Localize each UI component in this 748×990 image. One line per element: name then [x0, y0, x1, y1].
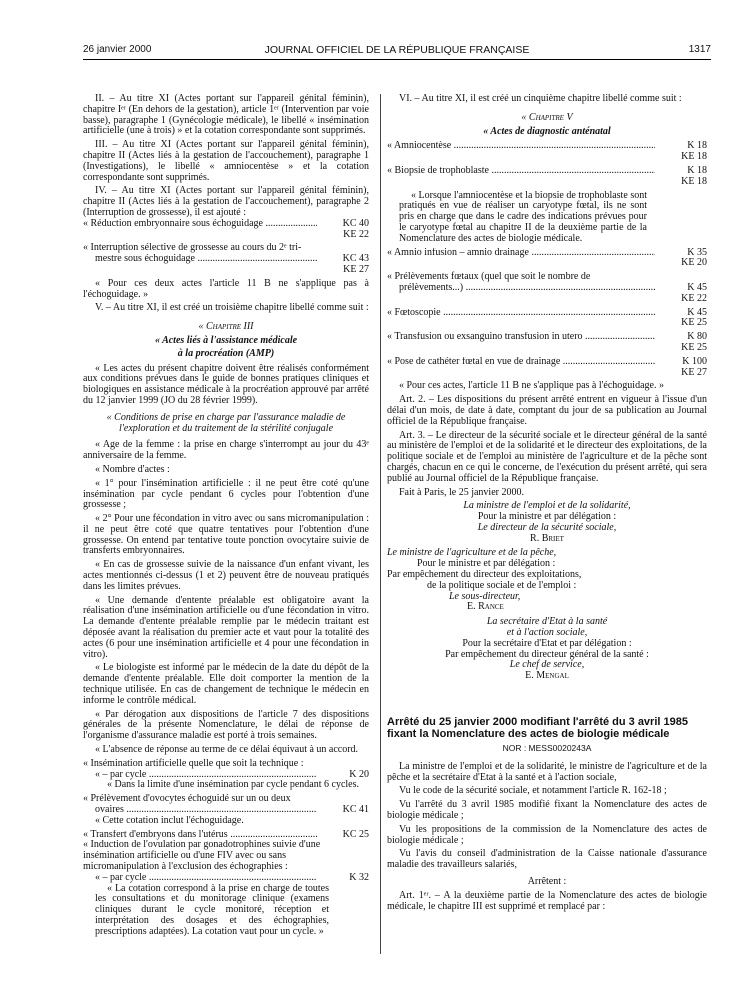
paragraph: VI. – Au titre XI, il est créé un cinquième chapitre libellé comme suit : — [399, 93, 682, 104]
done-at: Fait à Paris, le 25 janvier 2000. — [399, 486, 524, 498]
paragraph: « Pour ces actes, l'article 11 B ne s'applique pas à l'échoguidage. » — [399, 380, 664, 392]
signature-line: Le ministre de l'agriculture et de la pêche, — [387, 547, 557, 559]
paragraph: IV. – Au titre XI (Actes portant sur l'appareil génital féminin), chapitre II (Actes liés à la gestation de l'accouchement), paragraphe 2 (Interruption de grossesse), il est ajouté : — [83, 185, 369, 218]
header-page-number: 1317 — [688, 44, 711, 55]
chapter-heading: « Chapitre V — [521, 111, 573, 123]
signature-line: et à l'action sociale, — [506, 627, 588, 639]
signature-line: Le directeur de la sécurité sociale, — [477, 521, 617, 533]
paragraph: « Lorsque l'amniocentèse et la biopsie de trophoblaste sont pratiqués en vue de réaliser un caryotype fœtal, ils ne sont pris en charge que dans le cadre des indications prévues pour le caryotype fœtal au chapitre II de la deuxième partie de la Nomenclature des actes de biologie médicale. — [399, 189, 647, 244]
signature-line: Le sous-directeur, — [449, 590, 521, 602]
nor-reference: NOR : MESS0020243A — [502, 743, 592, 754]
chapter-heading: « Chapitre III — [198, 321, 254, 333]
paragraph: La ministre de l'emploi et de la solidarité, le ministre de l'agriculture et de la pêche et la secrétaire d'Etat à la santé et à l'action sociale, — [387, 760, 707, 783]
right-column — [387, 94, 707, 915]
paragraph: « Pour ces deux actes l'article 11 B ne s'applique pas à l'échoguidage. » — [83, 277, 369, 300]
article-2: Art. 2. – Les dispositions du présent arrêté entrent en vigueur à l'issue d'un délai d'un mois, de date à date, comptant du jour de sa publication au Journal officiel de la République française. — [387, 394, 707, 427]
signature-line: La secrétaire d'Etat à la santé — [486, 616, 608, 628]
column-divider — [380, 94, 381, 954]
page-header — [83, 44, 711, 58]
tariff-row: « Réduction embryonnaire sous échoguidage ..... KC 40 — [83, 219, 369, 230]
signature-line: Pour la ministre et par délégation : — [477, 511, 617, 523]
tariff-row: « – par cycle ..... K 20 — [83, 770, 369, 781]
signature-line: Pour la secrétaire d'Etat et par délégation : — [462, 637, 632, 649]
signature-line: Pour le ministre et par délégation : — [417, 558, 556, 570]
tariff-row: « Biopsie de trophoblaste ..... K 18 — [387, 166, 707, 177]
chapter-title: « Actes liés à l'assistance médicale — [154, 334, 298, 346]
tariff-row: « Amnio infusion – amnio drainage ..... K 35 — [387, 248, 707, 259]
article-1: Art. 1ᵉʳ. – A la deuxième partie de la Nomenclature des actes de biologie médicale, le chapitre III est supprimé et remplacé par : — [387, 889, 707, 912]
tariff-code: KE 22 — [343, 228, 369, 240]
paragraph: V. – Au titre XI, il est créé un troisième chapitre libellé comme suit : — [95, 302, 369, 314]
paragraph: Vu l'arrêté du 3 avril 1985 modifié fixant la Nomenclature des actes de biologie médicale ; — [387, 799, 707, 822]
header-rule — [83, 59, 711, 60]
paragraph: « Le biologiste est informé par le médecin de la date du dépôt de la demande d'entente préalable. Elle doit comporter la mention de la technique utilisée. En cas de changement de technique le médecin en informe le contrôle médical. — [83, 662, 369, 706]
header-title: JOURNAL OFFICIEL DE LA RÉPUBLIQUE FRANÇAISE — [264, 44, 530, 56]
paragraph: Vu les propositions de la commission de la Nomenclature des actes de biologie médicale ; — [387, 823, 707, 846]
paragraph: « L'absence de réponse au terme de ce délai équivaut à un accord. — [95, 744, 359, 756]
paragraph: III. – Au titre XI (Actes portant sur l'appareil génital féminin), chapitre II (Actes liés à la gestation de l'accouchement), paragraphe 1 (Investigations), le libellé « amniocentèse » et la cotation correspondante sont supprimés. — [83, 139, 369, 183]
tariff-label: « Induction de l'ovulation par gonadotrophines suivie d'une insémination artificielle ou d'une FIV avec ou sans micromanipulation à l'exclusion des échographies : — [83, 839, 321, 872]
tariff-row: « Transfusion ou exsanguino transfusion in utero ..... K 80 — [387, 332, 707, 343]
tariff-row: « Amniocentèse ..... K 18 — [387, 141, 707, 152]
signature-line: de la politique sociale et de l'emploi : — [427, 579, 577, 591]
paragraph: Vu le code de la sécurité sociale, et notamment l'article R. 162-18 ; — [399, 785, 667, 797]
tariff-row: « Transfert d'embryons dans l'utérus ..... KC 25 — [83, 830, 369, 841]
tariff-code: KE 27 — [343, 263, 369, 275]
arretent: Arrêtent : — [527, 876, 567, 888]
tariff-code: KE 18 — [681, 151, 707, 163]
tariff-row: ovaires ..... KC 41 — [83, 805, 369, 816]
paragraph: « Dans la limite d'une insémination par cycle pendant 6 cycles. — [107, 779, 360, 791]
article-3: Art. 3. – Le directeur de la sécurité sociale et le directeur général de la santé au ministère de l'emploi et de la solidarité et le directeur des exploitations, de la politique sociale et de l'emploi au ministère de l'agriculture et de la pêche sont chargés, chacun en ce qui le concerne, de l'exécution du présent arrêté, qui sera publié au Journal officiel de la République française. — [387, 429, 707, 484]
paragraph: « Par dérogation aux dispositions de l'article 7 des dispositions générales de la présente Nomenclature, le délai de réponse de l'organisme d'assurance maladie est porté à trois semaines. — [83, 708, 369, 742]
tariff-row: « Fœtoscopie ..... K 45 — [387, 308, 707, 319]
signature-line: Le chef de service, — [509, 659, 585, 671]
tariff-row: « – par cycle ..... K 32 — [83, 873, 369, 884]
tariff-code: KE 25 — [681, 317, 707, 329]
signatory-name: E. Mengal — [525, 670, 569, 682]
signature-line: Par empêchement du directeur des exploitations, — [387, 569, 582, 581]
tariff-row: prélèvements...) ..... K 45 — [387, 283, 707, 294]
paragraph: « Une demande d'entente préalable est obligatoire avant la réalisation d'une insémination artificielle ou d'une fécondation in vitro. La demande d'entente préalable remplie par le médecin traitant est déposée avant la réalisation du premier acte et vaut pour la totalité des actes (6 pour une insémination artificielle et 4 pour une fécondation in vitro). — [83, 594, 369, 660]
paragraph: « Les actes du présent chapitre doivent être réalisés conformément aux conditions prévues dans le guide de bonnes pratiques cliniques et biologiques en assistance médicale à la procréation approuvé par arrêté du 12 janvier 1999 (JO du 28 février 1999). — [83, 362, 369, 406]
tariff-row: « Pose de cathéter fœtal en vue de drainage ..... K 100 — [387, 357, 707, 368]
paragraph: « 1° pour l'insémination artificielle : il ne peut être coté qu'une insémination par cycle pendant 6 cycles pour l'obtention d'une grossesse ; — [83, 477, 369, 511]
header-date: 26 janvier 2000 — [83, 44, 152, 55]
tariff-row: mestre sous échoguidage ..... KC 43 — [83, 254, 369, 265]
paragraph: II. – Au titre XI (Actes portant sur l'appareil génital féminin), chapitre Iᵉʳ (En dehors de la gestation), article 1ᵉʳ (Intervention par voie basse), paragraphe 1 (Gynécologie médicale), le libellé « insémination artificielle (une à trois) » et la cotation correspondante sont supprimés. — [83, 93, 369, 137]
paragraph: « Cette cotation inclut l'échoguidage. — [95, 814, 244, 826]
paragraph: « En cas de grossesse suivie de la naissance d'un enfant vivant, les actes mentionnés ci-dessus (1 et 2) peuvent être de nouveau pratiqués dans les limites prévues. — [83, 559, 369, 592]
left-column — [83, 94, 369, 941]
section-title: « Conditions de prise en charge par l'assurance maladie de l'exploration et du traitement de la stérilité conjugale — [106, 411, 346, 434]
paragraph: Vu l'avis du conseil d'administration de la Caisse nationale d'assurance maladie des travailleurs salariés, — [387, 848, 707, 871]
tariff-label: « Insémination artificielle quelle que soit la technique : — [83, 757, 304, 769]
tariff-code: KE 27 — [681, 366, 707, 378]
tariff-code: KE 25 — [681, 341, 707, 353]
tariff-code: KE 18 — [681, 175, 707, 187]
chapter-title: « Actes de diagnostic anténatal — [483, 125, 611, 137]
signature-line: La ministre de l'emploi et de la solidarité, — [463, 500, 631, 512]
tariff-code: KE 22 — [681, 292, 707, 304]
paragraph: « Nombre d'actes : — [95, 463, 170, 475]
paragraph: « Age de la femme : la prise en charge s'interrompt au jour du 43ᵉ anniversaire de la femme. — [83, 439, 369, 462]
signature-line: Par empêchement du directeur général de la santé : — [445, 648, 649, 660]
tariff-code: KE 20 — [681, 257, 707, 269]
paragraph: « 2° Pour une fécondation in vitro avec ou sans micromanipulation : il ne peut être coté que quatre tentatives pour l'obtention d'une grossesse. On entend par tentative toute ponction ovocytaire suivie de transferts embryonnaires. — [83, 513, 369, 557]
signatory-name: E. Rance — [467, 601, 504, 613]
tariff-label: « Prélèvement d'ovocytes échoguidé sur un ou deux — [83, 793, 291, 805]
paragraph: « La cotation correspond à la prise en charge de toutes les consultations et du monitorage clinique (examens cliniques durant le cycle monitoré, réception et interprétation des dosages et des échographies, prescriptions adaptées). La cotation vaut pour un cycle. » — [95, 882, 329, 937]
tariff-label: « Interruption sélective de grossesse au cours du 2ᵉ tri- — [83, 242, 302, 254]
chapter-title: à la procréation (AMP) — [177, 347, 275, 359]
signatory-name: R. Briet — [530, 532, 564, 544]
tariff-label: « Prélèvements fœtaux (quel que soit le nombre de — [387, 271, 591, 283]
decree-title: Arrêté du 25 janvier 2000 modifiant l'arrêté du 3 avril 1985 fixant la Nomenclature des actes de biologie médicale — [387, 716, 688, 741]
